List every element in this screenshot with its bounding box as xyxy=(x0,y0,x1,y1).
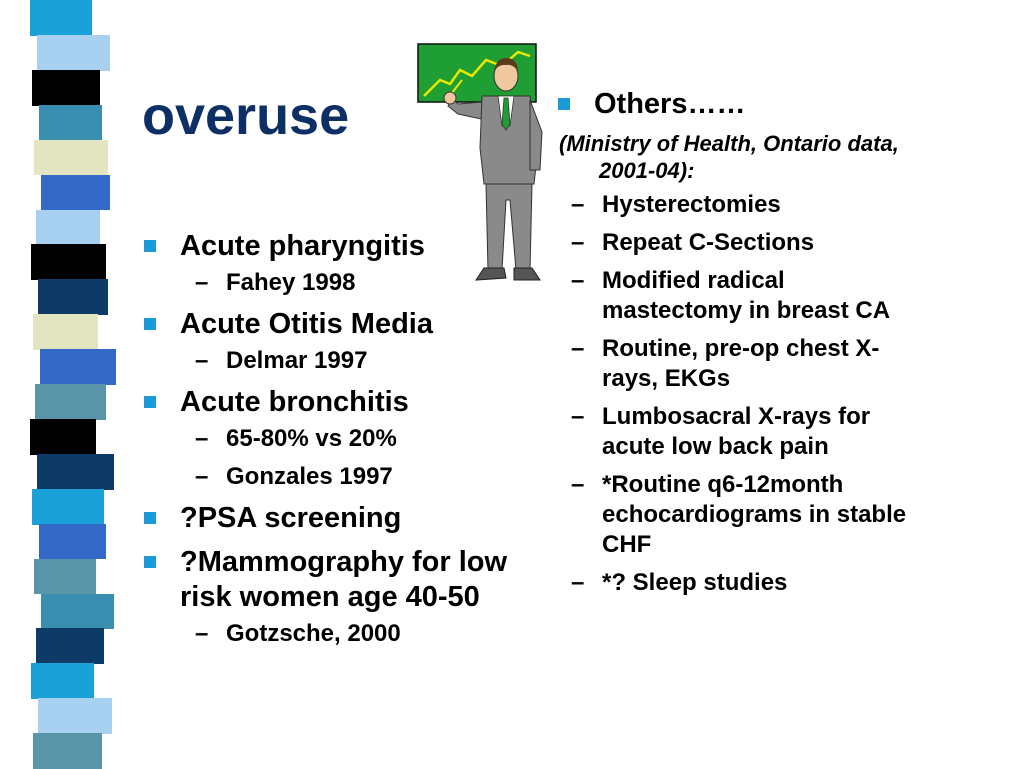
sub-bullet-item xyxy=(180,346,532,376)
stripe-band xyxy=(32,489,104,525)
bullet-text: Acute bronchitis xyxy=(180,386,409,418)
stripe-band xyxy=(39,105,102,141)
sub-bullet-text: Delmar 1997 xyxy=(226,347,368,374)
dash-bullet-icon: – xyxy=(571,471,585,498)
sub-bullet-item xyxy=(556,568,916,598)
square-bullet-icon xyxy=(558,98,570,110)
decorative-stripe xyxy=(0,0,130,768)
stripe-band xyxy=(33,733,102,769)
stripe-band xyxy=(41,594,114,630)
sub-bullet-item xyxy=(180,619,532,649)
source-note: (Ministry of Health, Ontario data, 2001-04): xyxy=(559,131,899,183)
stripe-band xyxy=(41,175,110,211)
sub-bullet-text: Repeat C-Sections xyxy=(602,229,815,256)
sub-bullet-list xyxy=(180,268,532,298)
sub-bullet-text: Routine, pre-op chest X-rays, EKGs xyxy=(602,335,880,392)
dash-bullet-icon: – xyxy=(195,425,209,452)
sub-bullet-list xyxy=(180,346,532,376)
stripe-band xyxy=(37,454,114,490)
stripe-band xyxy=(33,314,98,350)
square-bullet-icon xyxy=(144,556,156,568)
square-bullet-icon xyxy=(144,240,156,252)
stripe-band xyxy=(39,524,106,560)
bullet-item xyxy=(142,385,532,492)
stripe-band xyxy=(32,70,100,106)
sub-bullet-item xyxy=(556,190,916,220)
dash-bullet-icon: – xyxy=(571,335,585,362)
right-arm xyxy=(530,100,542,170)
stripe-band xyxy=(34,559,96,595)
sub-bullet-item xyxy=(556,228,916,258)
sub-bullet-list xyxy=(180,619,532,649)
sub-bullet-text: Hysterectomies xyxy=(602,191,781,218)
stripe-band xyxy=(34,140,108,176)
dash-bullet-icon: – xyxy=(571,267,585,294)
left-bullet-list xyxy=(142,220,532,657)
dash-bullet-icon: – xyxy=(195,347,209,374)
bullet-text: Others…… xyxy=(594,88,746,120)
sub-bullet-list xyxy=(180,424,532,492)
hand xyxy=(444,92,456,104)
bullet-item xyxy=(142,229,532,298)
sub-bullet-text: Lumbosacral X-rays for acute low back pain xyxy=(602,403,871,460)
stripe-band xyxy=(36,628,104,664)
bullet-item xyxy=(142,501,532,536)
sub-bullet-item xyxy=(180,424,532,454)
stripe-band xyxy=(36,210,100,246)
stripe-band xyxy=(37,35,110,71)
bullet-item xyxy=(142,545,532,649)
dash-bullet-icon: – xyxy=(571,229,585,256)
stripe-band xyxy=(38,279,108,315)
dash-bullet-icon: – xyxy=(195,269,209,296)
right-bullet-list xyxy=(556,78,916,606)
sub-bullet-item xyxy=(556,266,916,326)
sub-bullet-item xyxy=(180,462,532,492)
sub-bullet-text: Gotzsche, 2000 xyxy=(226,620,401,647)
bullet-text: ?Mammography for low risk women age 40-50 xyxy=(180,546,508,613)
dash-bullet-icon: – xyxy=(571,403,585,430)
bullet-text: ?PSA screening xyxy=(180,502,402,534)
stripe-band xyxy=(38,698,112,734)
square-bullet-icon xyxy=(144,318,156,330)
stripe-band xyxy=(31,244,106,280)
slide-title: overuse xyxy=(142,86,350,146)
stripe-band xyxy=(30,419,96,455)
stripe-band xyxy=(31,663,94,699)
sub-bullet-item xyxy=(180,268,532,298)
dash-bullet-icon: – xyxy=(195,620,209,647)
stripe-band xyxy=(35,384,106,420)
dash-bullet-icon: – xyxy=(195,463,209,490)
sub-bullet-item xyxy=(556,334,916,394)
bullet-item xyxy=(556,87,916,122)
sub-bullet-text: Fahey 1998 xyxy=(226,269,356,296)
stripe-band xyxy=(40,349,116,385)
sub-bullet-text: *? Sleep studies xyxy=(602,569,788,596)
sub-bullet-text: Gonzales 1997 xyxy=(226,463,393,490)
dash-bullet-icon: – xyxy=(571,191,585,218)
square-bullet-icon xyxy=(144,396,156,408)
bullet-text: Acute pharyngitis xyxy=(180,230,425,262)
bullet-item xyxy=(142,307,532,376)
sub-bullet-text: Modified radical mastectomy in breast CA xyxy=(602,267,891,324)
sub-bullet-list xyxy=(556,190,916,598)
stripe-band xyxy=(30,0,92,36)
sub-bullet-item xyxy=(556,470,916,560)
sub-bullet-text: *Routine q6-12month echocardiograms in stable CHF xyxy=(602,471,907,558)
sub-bullet-item xyxy=(556,402,916,462)
square-bullet-icon xyxy=(144,512,156,524)
sub-bullet-text: 65-80% vs 20% xyxy=(226,425,397,452)
bullet-text: Acute Otitis Media xyxy=(180,308,433,340)
dash-bullet-icon: – xyxy=(571,569,585,596)
